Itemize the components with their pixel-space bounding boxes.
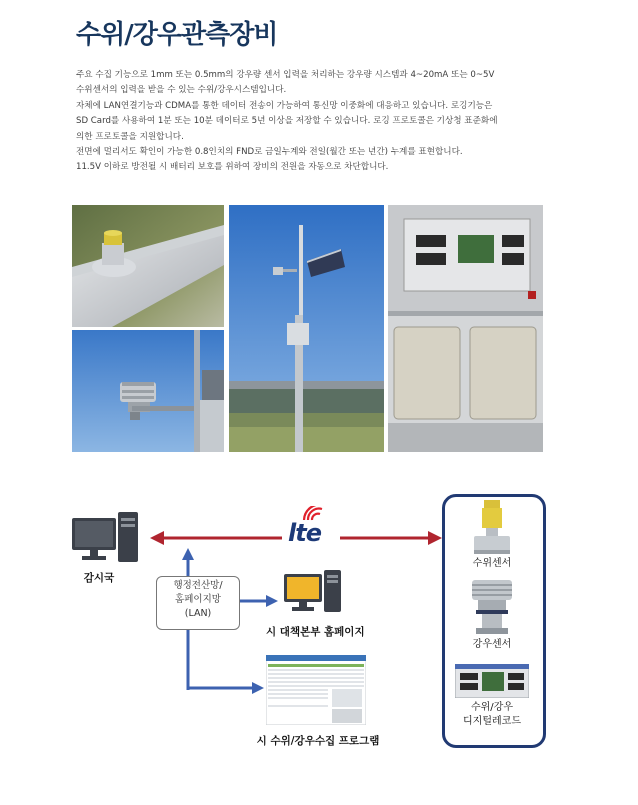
- description-line: 주요 수집 기능으로 1mm 또는 0.5mm의 강우량 센서 입력을 처리하는 강우량 시스템과 4~20mA 또는 0~5V: [76, 70, 495, 80]
- page-title: 수위/강우관측장비: [76, 20, 278, 50]
- network-label-line: 행정전산망/: [173, 580, 223, 591]
- rain-sensor-icon: [466, 580, 518, 636]
- digital-recorder-label-line: 디지털레코드: [463, 716, 521, 727]
- homepage-computer-icon: [284, 570, 342, 618]
- description-line: 전면에 멀리서도 확인이 가능한 0.8인치의 FND로 금일누계와 전일(월간 또는 년간) 누계를 표현합니다.: [76, 147, 463, 158]
- water-level-sensor-label: 수위센서: [472, 558, 512, 569]
- rain-sensor-label: 강우센서: [472, 639, 512, 650]
- water-level-sensor-icon: [472, 500, 512, 556]
- description-line: SD Card를 사용하여 1분 또는 10분 데이터로 5년 이상을 저장할 수 있습니다. 로깅 프로토콜은 기상청 표준화에: [76, 116, 498, 127]
- description-line: 의한 프로토콜을 지원합니다.: [76, 131, 184, 142]
- digital-recorder-icon: [455, 664, 529, 698]
- monitoring-station-label: 감시국: [83, 572, 115, 584]
- network-label-box: [156, 576, 240, 630]
- digital-recorder-label-line: 수위/강우: [470, 702, 513, 713]
- program-label: 시 수위/강우수집 프로그램: [256, 735, 380, 747]
- program-screenshot-icon: [266, 655, 366, 725]
- network-label-line: 홈페이지망: [175, 594, 221, 605]
- lan-arrowhead-program: [252, 682, 264, 694]
- lte-logo-text: lte: [288, 519, 321, 547]
- lte-arrowhead-right: [428, 531, 442, 545]
- network-label-line: (LAN): [184, 608, 212, 619]
- lte-arrowhead-left: [150, 531, 164, 545]
- lan-arrowhead-homepage: [266, 595, 278, 607]
- homepage-label: 시 대책본부 홈페이지: [266, 626, 365, 638]
- digital-recorder-label: [452, 701, 532, 729]
- description-line: 수위센서의 입력을 받을 수 있는 수위/강우시스템입니다.: [76, 85, 287, 96]
- description-line: 자체에 LAN연결기능과 CDMA를 통한 데이터 전송이 가능하여 통신망 이중화에 대응하고 있습니다. 로깅기능은: [76, 100, 493, 111]
- description-line: 11.5V 이하로 방전될 시 배터리 보호를 위하여 장비의 전원을 자동으로 차단합니다.: [76, 162, 389, 173]
- lan-arrowhead-up: [182, 548, 194, 560]
